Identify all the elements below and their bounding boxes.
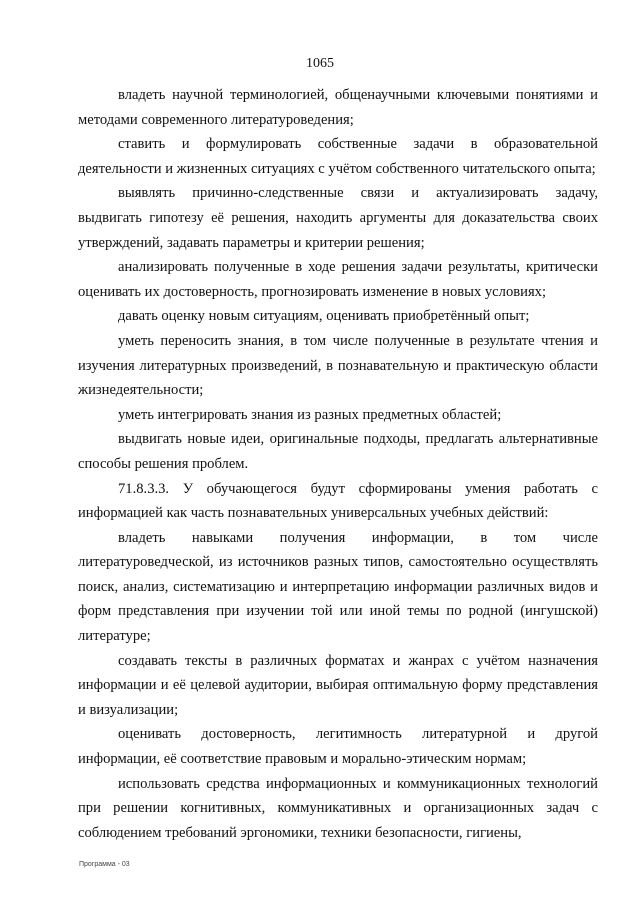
paragraph: давать оценку новым ситуациям, оценивать приобретённый опыт; <box>118 308 530 325</box>
page-number: 1065 <box>306 56 334 71</box>
body-text <box>78 83 598 845</box>
paragraph: выявлять причинно-следственные связи и актуализировать задачу, выдвигать гипотезу её решения, находить аргументы для доказательства своих утверждений, задавать параметры и критерии решения; <box>78 185 598 251</box>
paragraph: оценивать достоверность, легитимность литературной и другой информации, её соответствие правовым и морально-этическим нормам; <box>78 726 598 768</box>
paragraph: ставить и формулировать собственные задачи в образовательной деятельности и жизненных ситуациях с учётом собственного читательского опыта; <box>78 136 598 177</box>
paragraph: владеть навыками получения информации, в том числе литературоведческой, из источников разных типов, самостоятельно осуществлять поиск, анализ, систематизацию и интерпретацию информации различных видов и форм представления при изучении той или иной темы по родной (ингушской) литературе; <box>78 529 598 645</box>
paragraph: анализировать полученные в ходе решения задачи результаты, критически оценивать их достоверность, прогнозировать изменение в новых условиях; <box>78 259 598 300</box>
paragraph: 71.8.3.3. У обучающегося будут сформированы умения работать с информацией как часть познавательных универсальных учебных действий: <box>78 480 598 522</box>
paragraph: уметь переносить знания, в том числе полученные в результате чтения и изучения литературных произведений, в познавательную и практическую области жизнедеятельности; <box>78 332 598 399</box>
paragraph: выдвигать новые идеи, оригинальные подходы, предлагать альтернативные способы решения проблем. <box>78 431 598 472</box>
paragraph: создавать тексты в различных форматах и жанрах с учётом назначения информации и её целевой аудитории, выбирая оптимальную форму представления и визуализации; <box>78 652 598 718</box>
paragraph: владеть научной терминологией, общенаучными ключевыми понятиями и методами современного литературоведения; <box>78 87 598 128</box>
footer-note: Программа - 03 <box>79 861 130 868</box>
paragraph: использовать средства информационных и коммуникационных технологий при решении когнитивных, коммуникативных и организационных задач с соблюдением требований эргономики, техники безопасности, гигиены, <box>78 775 598 841</box>
paragraph: уметь интегрировать знания из разных предметных областей; <box>118 406 502 423</box>
